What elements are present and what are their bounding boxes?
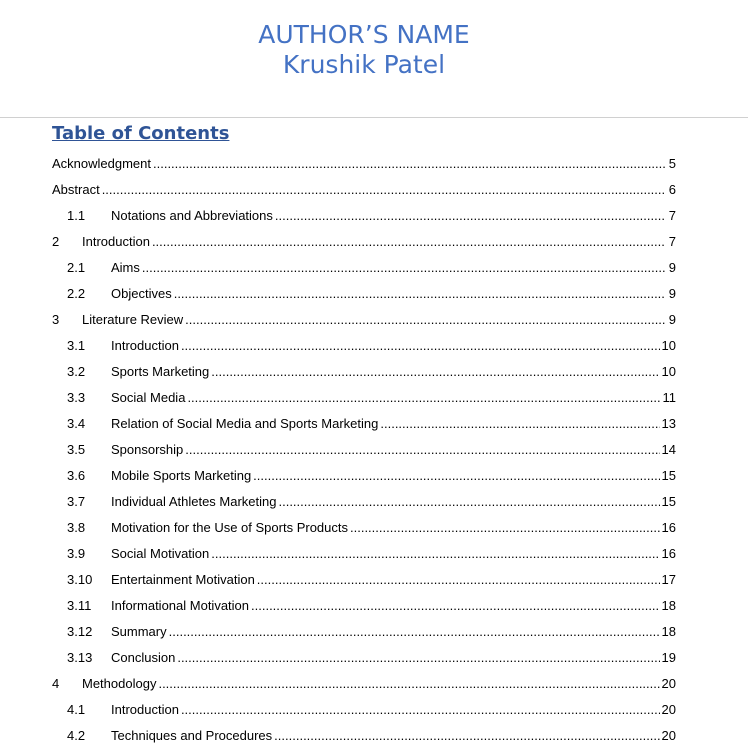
toc-heading: Table of Contents — [52, 123, 230, 144]
toc-entry-title: Informational Motivation — [111, 598, 250, 613]
toc-entry[interactable] — [0, 359, 748, 385]
toc-entry-title: Acknowledgment — [52, 156, 151, 171]
toc-dot-leader — [257, 567, 660, 593]
toc-entry-title: Methodology — [82, 676, 157, 691]
toc-entry-title: Abstract — [52, 182, 100, 197]
toc-entry-number: 3.11 — [67, 598, 92, 613]
toc-entry-title: Introduction — [111, 338, 179, 353]
toc-entry[interactable] — [0, 411, 748, 437]
toc-entry-page: 18 — [661, 598, 676, 613]
toc-entry-title: Entertainment Motivation — [111, 572, 255, 587]
toc-entry[interactable] — [0, 619, 748, 645]
toc-entry-title: Motivation for the Use of Sports Products — [111, 520, 348, 535]
toc-dot-leader — [275, 203, 666, 229]
toc-entry[interactable] — [0, 567, 748, 593]
toc-entry-number: 2.1 — [67, 260, 86, 275]
toc-entry[interactable] — [0, 723, 748, 745]
toc-entry[interactable] — [0, 203, 748, 229]
toc-entry[interactable] — [0, 541, 748, 567]
toc-dot-leader — [380, 411, 659, 437]
toc-entry-title: Techniques and Procedures — [111, 728, 273, 743]
toc-entry[interactable] — [0, 385, 748, 411]
toc-entry[interactable] — [0, 255, 748, 281]
toc-entry-number: 3.4 — [67, 416, 86, 431]
toc-entry-title: Aims — [111, 260, 140, 275]
toc-entry-title: Literature Review — [82, 312, 184, 327]
toc-entry-number: 3.12 — [67, 624, 93, 639]
toc-entry-page: 9 — [668, 312, 676, 327]
toc-entry[interactable] — [0, 489, 748, 515]
toc-entry-title: Introduction — [111, 702, 179, 717]
toc-entry-title: Summary — [111, 624, 167, 639]
toc-entry[interactable] — [0, 333, 748, 359]
toc-entry-number: 4.2 — [67, 728, 86, 743]
toc-entry-title: Mobile Sports Marketing — [111, 468, 252, 483]
toc-entry-page: 16 — [661, 520, 676, 535]
toc-entry-number: 3.1 — [67, 338, 86, 353]
toc-entry-page: 19 — [661, 650, 676, 665]
toc-entry-page: 7 — [668, 208, 676, 223]
toc-dot-leader — [152, 229, 666, 255]
toc-entry-title: Social Media — [111, 390, 186, 405]
toc-dot-leader — [350, 515, 660, 541]
toc-entry-page: 14 — [661, 442, 676, 457]
toc-dot-leader — [102, 177, 666, 203]
header-divider — [0, 117, 748, 118]
toc-entry[interactable] — [0, 515, 748, 541]
toc-dot-leader — [174, 281, 666, 307]
toc-entry-title: Social Motivation — [111, 546, 210, 561]
toc-entry-page: 9 — [668, 286, 676, 301]
toc-entry-page: 20 — [661, 702, 676, 717]
toc-entry-title: Sports Marketing — [111, 364, 210, 379]
toc-entry-page: 16 — [661, 546, 676, 561]
toc-entry-title: Relation of Social Media and Sports Marketing — [111, 416, 379, 431]
toc-entry-number: 4 — [52, 676, 60, 691]
toc-dot-leader — [211, 359, 659, 385]
toc-entry-number: 3.9 — [67, 546, 86, 561]
toc-entry-page: 7 — [668, 234, 676, 249]
toc-entry-title: Individual Athletes Marketing — [111, 494, 277, 509]
toc-entry-page: 15 — [661, 494, 676, 509]
toc-dot-leader — [253, 463, 659, 489]
toc-entry-number: 3 — [52, 312, 60, 327]
toc-entry[interactable] — [0, 437, 748, 463]
toc-entry[interactable] — [0, 281, 748, 307]
toc-entry-number: 3.2 — [67, 364, 86, 379]
toc-entry-number: 1.1 — [67, 208, 86, 223]
toc-dot-leader — [158, 671, 659, 697]
toc-entry[interactable] — [0, 697, 748, 723]
toc-entry-page: 20 — [661, 728, 676, 743]
toc-entry-number: 3.3 — [67, 390, 86, 405]
toc-entry-title: Notations and Abbreviations — [111, 208, 273, 223]
toc-dot-leader — [278, 489, 659, 515]
toc-dot-leader — [185, 307, 666, 333]
toc-entry-number: 3.8 — [67, 520, 86, 535]
toc-entry-number: 3.5 — [67, 442, 86, 457]
toc-entry-page: 13 — [661, 416, 676, 431]
toc-entry[interactable] — [0, 593, 748, 619]
toc-entry-title: Introduction — [82, 234, 150, 249]
toc-dot-leader — [153, 151, 666, 177]
toc-entry-page: 11 — [662, 390, 676, 405]
toc-entry-page: 10 — [661, 338, 676, 353]
toc-entry-number: 4.1 — [67, 702, 86, 717]
toc-entry-page: 18 — [661, 624, 676, 639]
toc-entry-title: Conclusion — [111, 650, 176, 665]
toc-dot-leader — [142, 255, 666, 281]
toc-entry-title: Objectives — [111, 286, 172, 301]
toc-entry-page: 15 — [661, 468, 676, 483]
toc-dot-leader — [177, 645, 659, 671]
toc-dot-leader — [251, 593, 660, 619]
author-label: AUTHOR’S NAME — [258, 20, 470, 49]
toc-entry[interactable] — [0, 229, 748, 255]
toc-entry-number: 3.7 — [67, 494, 86, 509]
toc-entry[interactable] — [0, 645, 748, 671]
toc-entry[interactable] — [0, 307, 748, 333]
toc-entry-number: 2.2 — [67, 286, 86, 301]
toc-entry-title: Sponsorship — [111, 442, 184, 457]
toc-entry-page: 20 — [661, 676, 676, 691]
toc-dot-leader — [181, 333, 660, 359]
toc-dot-leader — [169, 619, 660, 645]
toc-dot-leader — [187, 385, 660, 411]
toc-entry[interactable] — [0, 151, 748, 177]
toc-entry-number: 3.13 — [67, 650, 93, 665]
toc-entry-number: 3.6 — [67, 468, 86, 483]
toc-entry-page: 17 — [661, 572, 676, 587]
toc-entry-page: 5 — [668, 156, 676, 171]
toc-dot-leader — [211, 541, 659, 567]
author-header — [0, 20, 728, 80]
toc-entry[interactable] — [0, 177, 748, 203]
toc-entry[interactable] — [0, 463, 748, 489]
toc-entry-page: 9 — [668, 260, 676, 275]
toc-entry-number: 2 — [52, 234, 60, 249]
toc-entry[interactable] — [0, 671, 748, 697]
author-name: Krushik Patel — [282, 50, 446, 79]
toc-entry-number: 3.10 — [67, 572, 93, 587]
toc-dot-leader — [181, 697, 660, 723]
toc-dot-leader — [185, 437, 659, 463]
toc-entry-page: 10 — [661, 364, 676, 379]
toc-entry-page: 6 — [668, 182, 676, 197]
toc-list — [0, 151, 748, 745]
toc-dot-leader — [274, 723, 659, 745]
